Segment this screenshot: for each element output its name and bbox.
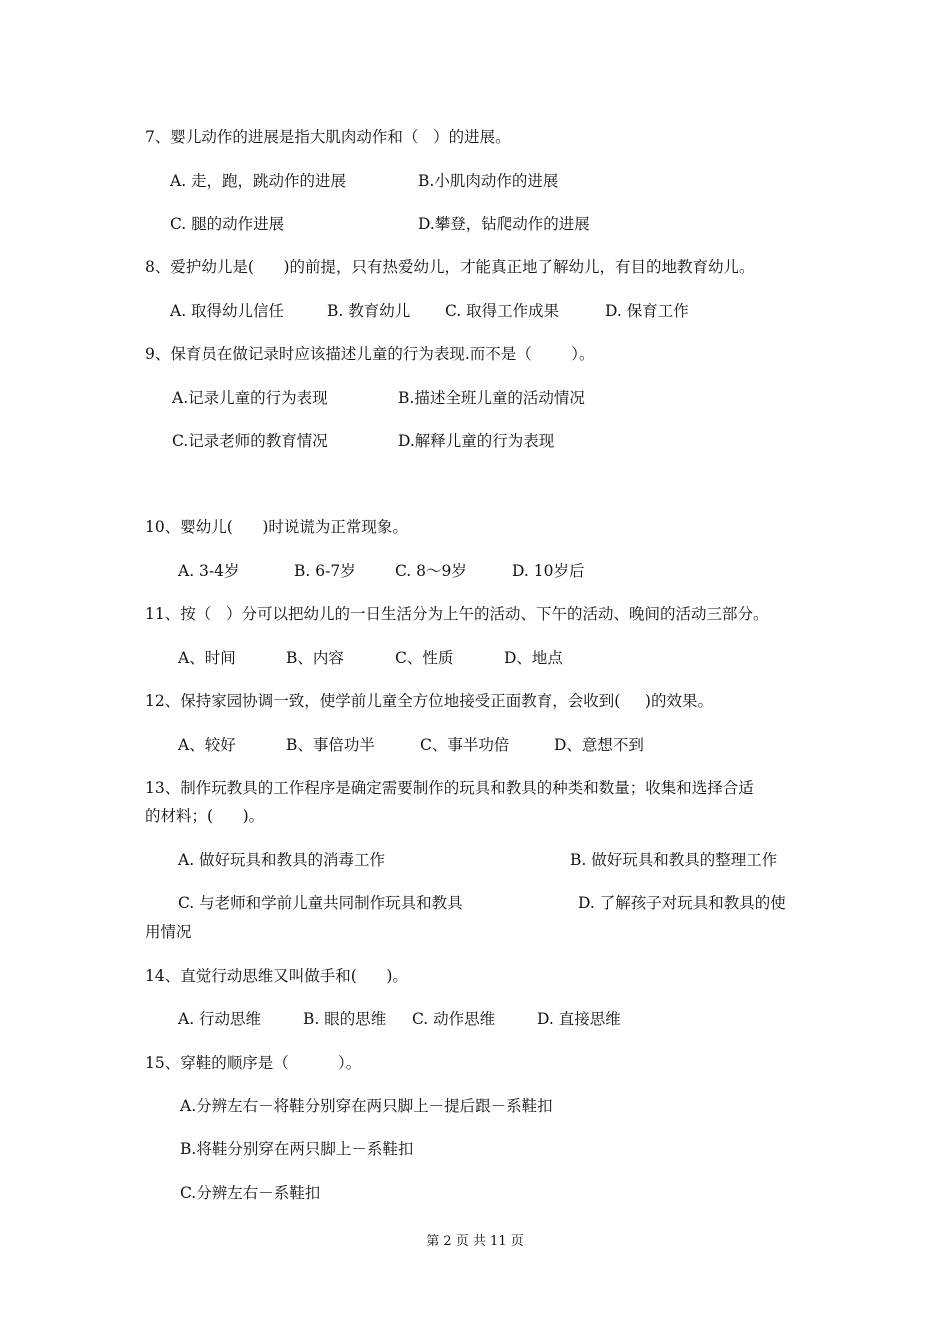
question-13-option-b: B. 做好玩具和教具的整理工作 [570, 851, 778, 869]
question-11-stem: 11、按（ ）分可以把幼儿的一日生活分为上午的活动、下午的活动、晚间的活动三部分。 [145, 605, 769, 623]
question-11-option-c: C、性质 [395, 649, 454, 667]
question-8-option-d: D. 保育工作 [605, 302, 689, 320]
question-13-option-a: A. 做好玩具和教具的消毒工作 [178, 851, 386, 869]
question-9-option-c: C.记录老师的教育情况 [172, 432, 328, 450]
question-7-option-b: B.小肌肉动作的进展 [418, 172, 559, 190]
question-9-stem: 9、保育员在做记录时应该描述儿童的行为表现.而不是（ ）。 [145, 345, 595, 363]
question-12-option-a: A、较好 [178, 736, 236, 754]
question-15-stem: 15、穿鞋的顺序是（ ）。 [145, 1054, 362, 1072]
question-15-option-c: C.分辨左右－系鞋扣 [180, 1184, 321, 1202]
question-14-stem: 14、直觉行动思维又叫做手和( )。 [145, 967, 408, 985]
page-number-footer: 第 2 页 共 11 页 [426, 1234, 524, 1249]
question-9-option-a: A.记录儿童的行为表现 [172, 389, 328, 407]
question-15-option-b: B.将鞋分别穿在两只脚上－系鞋扣 [180, 1140, 414, 1158]
question-9-option-d: D.解释儿童的行为表现 [398, 432, 555, 450]
question-12-option-d: D、意想不到 [554, 736, 644, 754]
question-12-option-c: C、事半功倍 [420, 736, 510, 754]
question-8-stem: 8、爱护幼儿是( )的前提，只有热爱幼儿，才能真正地了解幼儿，有目的地教育幼儿。 [145, 258, 755, 276]
question-9-option-b: B.描述全班儿童的活动情况 [398, 389, 585, 407]
question-13-stem-line-1: 13、制作玩教具的工作程序是确定需要制作的玩具和教具的种类和数量；收集和选择合适 [145, 779, 754, 797]
question-11-option-b: B、内容 [286, 649, 344, 667]
question-10-option-a: A. 3-4岁 [178, 562, 240, 580]
question-7-stem: 7、婴儿动作的进展是指大肌肉动作和（ ）的进展。 [145, 128, 511, 146]
question-12-option-b: B、事倍功半 [286, 736, 375, 754]
question-15-option-a: A.分辨左右－将鞋分别穿在两只脚上－提后跟－系鞋扣 [180, 1097, 553, 1115]
question-7-option-d: D.攀登，钻爬动作的进展 [418, 215, 590, 233]
question-11-option-a: A、时间 [178, 649, 236, 667]
question-14-option-a: A. 行动思维 [178, 1010, 262, 1028]
question-8-option-c: C. 取得工作成果 [445, 302, 560, 320]
question-14-option-b: B. 眼的思维 [303, 1010, 387, 1028]
question-13-stem-line-2: 的材料；( )。 [145, 807, 265, 825]
question-7-option-a: A. 走，跑，跳动作的进展 [170, 172, 347, 190]
question-8-option-a: A. 取得幼儿信任 [170, 302, 285, 320]
question-14-option-c: C. 动作思维 [412, 1010, 496, 1028]
question-11-option-d: D、地点 [504, 649, 563, 667]
question-13-option-c: C. 与老师和学前儿童共同制作玩具和教具 [178, 894, 463, 912]
question-7-option-c: C. 腿的动作进展 [170, 215, 285, 233]
question-10-option-b: B. 6-7岁 [294, 562, 356, 580]
question-14-option-d: D. 直接思维 [537, 1010, 621, 1028]
question-10-stem: 10、婴幼儿( )时说谎为正常现象。 [145, 518, 408, 536]
question-10-option-d: D. 10岁后 [512, 562, 585, 580]
question-13-option-d-continuation: 用情况 [145, 923, 192, 941]
question-8-option-b: B. 教育幼儿 [327, 302, 411, 320]
question-13-option-d: D. 了解孩子对玩具和教具的使 [578, 894, 786, 912]
question-10-option-c: C. 8～9岁 [395, 562, 467, 580]
question-12-stem: 12、保持家园协调一致，使学前儿童全方位地接受正面教育，会收到( )的效果。 [145, 692, 713, 710]
